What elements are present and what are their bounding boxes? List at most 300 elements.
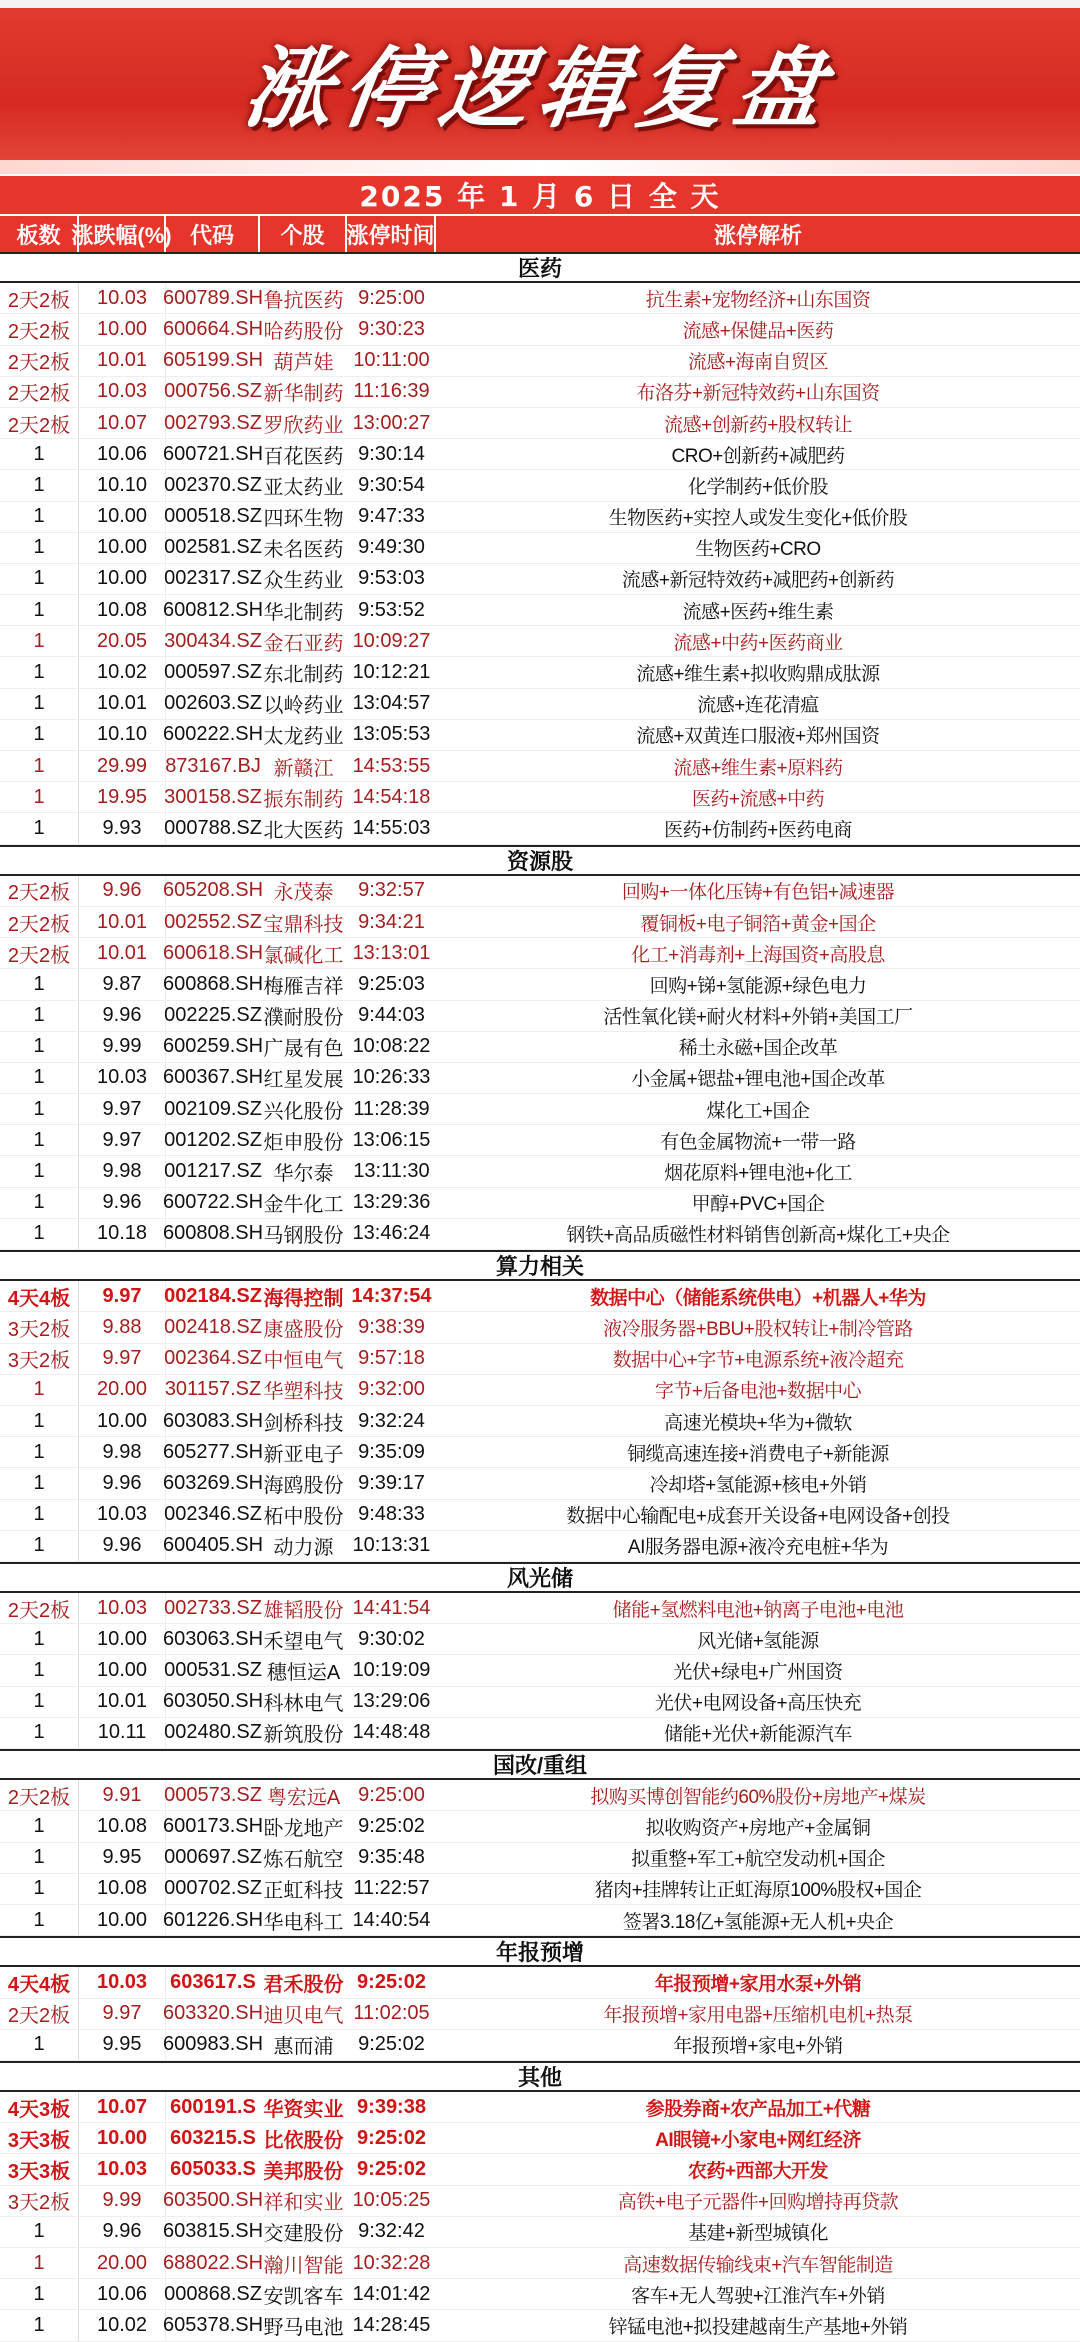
analysis-cell: 高速光模块+华为+微软 bbox=[664, 1412, 852, 1434]
code-cell: 000868.SZ bbox=[164, 2282, 262, 2305]
limit-time-cell: 14:54:18 bbox=[352, 785, 431, 808]
change-cell: 9.98 bbox=[79, 1437, 166, 1467]
stock-name-cell: 祥和实业 bbox=[263, 2192, 344, 2215]
boards-cell: 2天2板 bbox=[0, 1780, 79, 1810]
limit-time-cell: 11:16:39 bbox=[353, 380, 430, 403]
change-cell: 10.01 bbox=[79, 689, 166, 719]
code-cell: 600721.SH bbox=[162, 442, 264, 465]
boards-cell: 1 bbox=[0, 1655, 79, 1685]
code-cell: 002733.SZ bbox=[164, 1596, 262, 1619]
limit-time-cell: 9:25:02 bbox=[357, 1970, 426, 1993]
change-cell: 10.00 bbox=[79, 1655, 166, 1685]
change-cell: 10.00 bbox=[79, 1905, 166, 1935]
analysis-cell: 流感+海南自贸区 bbox=[687, 352, 829, 374]
table-row bbox=[0, 1624, 1080, 1655]
stock-name-cell: 以岭药业 bbox=[263, 695, 344, 718]
change-cell: 9.97 bbox=[79, 1094, 166, 1124]
change-cell: 10.10 bbox=[79, 470, 166, 500]
code-cell: 600664.SH bbox=[162, 317, 264, 340]
analysis-cell: 甲醇+PVC+国企 bbox=[691, 1194, 825, 1216]
stock-name-cell: 禾望电气 bbox=[263, 1630, 344, 1653]
stock-name-cell: 华北制药 bbox=[263, 601, 344, 624]
limit-time-cell: 9:44:03 bbox=[358, 1004, 425, 1027]
code-cell: 605199.SH bbox=[162, 349, 264, 372]
stock-name-cell: 兴化股份 bbox=[263, 1100, 344, 1123]
change-cell: 9.95 bbox=[79, 2030, 166, 2060]
boards-cell: 3天2板 bbox=[0, 1312, 79, 1342]
code-cell: 002346.SZ bbox=[164, 1503, 262, 1526]
boards-cell: 1 bbox=[0, 1500, 79, 1530]
change-cell: 9.96 bbox=[79, 2217, 166, 2247]
analysis-cell: 流感+连花清瘟 bbox=[697, 695, 819, 717]
code-cell: 000697.SZ bbox=[164, 1846, 262, 1869]
table-row bbox=[0, 2217, 1080, 2248]
table-row bbox=[0, 1375, 1080, 1406]
banner-title: 涨停逻辑复盘 bbox=[237, 37, 841, 140]
change-cell: 10.00 bbox=[79, 1406, 166, 1436]
stock-name-cell: 粤宏远A bbox=[266, 1786, 341, 1809]
boards-cell: 4天3板 bbox=[0, 2092, 79, 2122]
boards-cell: 1 bbox=[0, 1156, 79, 1186]
analysis-cell: AI眼镜+小家电+网红经济 bbox=[655, 2129, 861, 2151]
table-row bbox=[0, 346, 1080, 377]
change-cell: 9.95 bbox=[79, 1843, 166, 1873]
change-cell: 10.00 bbox=[79, 1624, 166, 1654]
limit-time-cell: 9:32:42 bbox=[358, 2220, 425, 2243]
boards-cell: 1 bbox=[0, 2217, 79, 2247]
column-header-code: 代码 bbox=[166, 216, 260, 252]
boards-cell: 1 bbox=[0, 782, 79, 812]
limit-time-cell: 9:25:00 bbox=[358, 1783, 425, 1806]
boards-cell: 1 bbox=[0, 1843, 79, 1873]
boards-cell: 1 bbox=[0, 720, 79, 750]
code-cell: 603215.S bbox=[170, 2126, 256, 2149]
analysis-cell: 有色金属物流+一带一路 bbox=[660, 1131, 856, 1153]
code-cell: 300158.SZ bbox=[164, 785, 262, 808]
limit-time-cell: 9:30:14 bbox=[358, 442, 425, 465]
change-cell: 10.03 bbox=[79, 2154, 166, 2184]
analysis-cell: 农药+西部大开发 bbox=[687, 2161, 829, 2183]
analysis-cell: 医药+流感+中药 bbox=[691, 788, 825, 810]
limit-time-cell: 14:01:42 bbox=[352, 2282, 431, 2305]
code-cell: 301157.SZ bbox=[164, 1378, 262, 1401]
limit-time-cell: 9:25:02 bbox=[358, 1814, 425, 1837]
boards-cell: 2天2板 bbox=[0, 1999, 79, 2029]
table-row bbox=[0, 1063, 1080, 1094]
boards-cell: 1 bbox=[0, 1905, 79, 1935]
code-cell: 873167.BJ bbox=[165, 754, 261, 777]
table-row bbox=[0, 1655, 1080, 1686]
limit-time-cell: 14:28:45 bbox=[352, 2313, 431, 2336]
stock-name-cell: 众生药业 bbox=[263, 570, 344, 593]
change-cell: 10.03 bbox=[79, 1500, 166, 1530]
stock-name-cell: 未名医药 bbox=[263, 539, 344, 562]
stock-name-cell: 太龙药业 bbox=[263, 726, 344, 749]
table-row bbox=[0, 470, 1080, 501]
limit-time-cell: 14:55:03 bbox=[352, 816, 431, 839]
code-cell: 000573.SZ bbox=[164, 1783, 262, 1806]
limit-time-cell: 9:35:48 bbox=[358, 1846, 425, 1869]
date-label: 2025 年 1 月 6 日 全 天 bbox=[0, 174, 1080, 214]
stock-name-cell: 炬申股份 bbox=[263, 1131, 344, 1154]
stock-name-cell: 哈药股份 bbox=[263, 320, 344, 343]
table-row bbox=[0, 1312, 1080, 1343]
table-row bbox=[0, 2030, 1080, 2061]
analysis-cell: 流感+保健品+医药 bbox=[682, 320, 834, 342]
boards-cell: 1 bbox=[0, 1125, 79, 1155]
stock-name-cell: 卧龙地产 bbox=[263, 1817, 344, 1840]
analysis-cell: 铜缆高速连接+消费电子+新能源 bbox=[627, 1443, 889, 1465]
boards-cell: 1 bbox=[0, 1188, 79, 1218]
stock-name-cell: 振东制药 bbox=[263, 788, 344, 811]
code-cell: 605277.SH bbox=[162, 1440, 264, 1463]
boards-cell: 1 bbox=[0, 1874, 79, 1904]
stock-name-cell: 华资实业 bbox=[263, 2098, 344, 2121]
boards-cell: 1 bbox=[0, 1811, 79, 1841]
analysis-cell: 拟购买博创智能约60%股份+房地产+煤炭 bbox=[590, 1786, 926, 1808]
change-cell: 10.06 bbox=[79, 2279, 166, 2309]
analysis-cell: 签署3.18亿+氢能源+无人机+央企 bbox=[622, 1911, 894, 1933]
analysis-cell: 储能+氢燃料电池+钠离子电池+电池 bbox=[612, 1599, 904, 1621]
stock-name-cell: 柘中股份 bbox=[263, 1506, 344, 1529]
table-row bbox=[0, 502, 1080, 533]
boards-cell: 1 bbox=[0, 1437, 79, 1467]
table-row bbox=[0, 876, 1080, 907]
code-cell: 001202.SZ bbox=[164, 1128, 262, 1151]
stock-name-cell: 新赣江 bbox=[273, 757, 334, 780]
analysis-cell: 高速数据传输线束+汽车智能制造 bbox=[623, 2254, 893, 2276]
analysis-cell: 数据中心（储能系统供电）+机器人+华为 bbox=[590, 1287, 926, 1309]
analysis-cell: 覆铜板+电子铜箔+黄金+国企 bbox=[640, 913, 876, 935]
stock-name-cell: 惠而浦 bbox=[273, 2036, 334, 2059]
limit-time-cell: 13:13:01 bbox=[352, 941, 431, 964]
boards-cell: 2天2板 bbox=[0, 346, 79, 376]
code-cell: 603617.S bbox=[170, 1970, 256, 1993]
stock-name-cell: 百花医药 bbox=[263, 445, 344, 468]
section-header: 算力相关 bbox=[0, 1250, 1080, 1281]
stock-name-cell: 野马电池 bbox=[263, 2316, 344, 2339]
limit-time-cell: 10:13:31 bbox=[352, 1534, 431, 1557]
code-cell: 600191.S bbox=[170, 2095, 256, 2118]
limit-time-cell: 9:25:02 bbox=[357, 2158, 426, 2181]
limit-time-cell: 9:25:02 bbox=[358, 2033, 425, 2056]
code-cell: 002225.SZ bbox=[164, 1004, 262, 1027]
analysis-cell: 年报预增+家电+外销 bbox=[673, 2036, 843, 2058]
stock-name-cell: 濮耐股份 bbox=[263, 1007, 344, 1030]
code-cell: 002370.SZ bbox=[164, 473, 262, 496]
change-cell: 10.18 bbox=[79, 1219, 166, 1249]
stock-name-cell: 马钢股份 bbox=[263, 1225, 344, 1248]
change-cell: 10.03 bbox=[79, 1593, 166, 1623]
analysis-cell: 字节+后备电池+数据中心 bbox=[654, 1381, 862, 1403]
change-cell: 19.95 bbox=[79, 782, 166, 812]
table-row bbox=[0, 1967, 1080, 1998]
code-cell: 002364.SZ bbox=[164, 1347, 262, 1370]
analysis-cell: 锌锰电池+拟投建越南生产基地+外销 bbox=[608, 2316, 908, 2338]
boards-cell: 1 bbox=[0, 2248, 79, 2278]
boards-cell: 1 bbox=[0, 1001, 79, 1031]
stock-name-cell: 正虹科技 bbox=[263, 1880, 344, 1903]
limit-time-cell: 13:04:57 bbox=[352, 692, 431, 715]
code-cell: 600367.SH bbox=[162, 1066, 264, 1089]
change-cell: 9.96 bbox=[79, 876, 166, 906]
column-header-analysis: 涨停解析 bbox=[713, 222, 802, 248]
analysis-cell: 抗生素+宠物经济+山东国资 bbox=[645, 289, 871, 311]
table-row bbox=[0, 1344, 1080, 1375]
change-cell: 10.10 bbox=[79, 720, 166, 750]
analysis-cell: 流感+新冠特效药+减肥药+创新药 bbox=[621, 570, 895, 592]
analysis-cell: 储能+光伏+新能源汽车 bbox=[664, 1724, 852, 1746]
boards-cell: 1 bbox=[0, 2030, 79, 2060]
boards-cell: 2天2板 bbox=[0, 408, 79, 438]
change-cell: 9.98 bbox=[79, 1156, 166, 1186]
table-row bbox=[0, 1125, 1080, 1156]
analysis-cell: 钢铁+高品质磁性材料销售创新高+煤化工+央企 bbox=[566, 1225, 950, 1247]
change-cell: 9.97 bbox=[79, 1125, 166, 1155]
code-cell: 002480.SZ bbox=[164, 1721, 262, 1744]
limit-time-cell: 14:48:48 bbox=[352, 1721, 431, 1744]
change-cell: 10.08 bbox=[79, 1811, 166, 1841]
table-row bbox=[0, 1468, 1080, 1499]
boards-cell: 2天2板 bbox=[0, 876, 79, 906]
analysis-cell: 猪肉+挂牌转让正虹海原100%股权+国企 bbox=[594, 1880, 922, 1902]
boards-cell: 1 bbox=[0, 2279, 79, 2309]
table-row bbox=[0, 595, 1080, 626]
boards-cell: 1 bbox=[0, 1531, 79, 1561]
boards-cell: 3天2板 bbox=[0, 1344, 79, 1374]
analysis-cell: 客车+无人驾驶+江淮汽车+外销 bbox=[631, 2285, 885, 2307]
analysis-cell: 数据中心+字节+电源系统+液冷超充 bbox=[612, 1350, 904, 1372]
stock-name-cell: 比依股份 bbox=[263, 2129, 344, 2152]
analysis-cell: 参股券商+农产品加工+代糖 bbox=[645, 2098, 871, 2120]
analysis-cell: 流感+创新药+股权转让 bbox=[664, 414, 852, 436]
table-row bbox=[0, 2123, 1080, 2154]
code-cell: 603500.SH bbox=[162, 2189, 264, 2212]
change-cell: 10.08 bbox=[79, 595, 166, 625]
analysis-cell: 小金属+锶盐+锂电池+国企改革 bbox=[631, 1069, 885, 1091]
limit-time-cell: 10:19:09 bbox=[352, 1659, 431, 1682]
stock-name-cell: 北大医药 bbox=[263, 819, 344, 842]
code-cell: 000531.SZ bbox=[164, 1659, 262, 1682]
code-cell: 600259.SH bbox=[162, 1035, 264, 1058]
table-row bbox=[0, 439, 1080, 470]
boards-cell: 4天4板 bbox=[0, 1281, 79, 1311]
code-cell: 600618.SH bbox=[162, 941, 264, 964]
stock-name-cell: 金牛化工 bbox=[263, 1194, 344, 1217]
code-cell: 002184.SZ bbox=[164, 1284, 262, 1307]
table-row bbox=[0, 1032, 1080, 1063]
change-cell: 10.02 bbox=[79, 657, 166, 687]
boards-cell: 1 bbox=[0, 813, 79, 843]
boards-cell: 1 bbox=[0, 1032, 79, 1062]
analysis-cell: 液冷服务器+BBU+股权转让+制冷管路 bbox=[603, 1318, 913, 1340]
change-cell: 10.11 bbox=[79, 1718, 166, 1748]
boards-cell: 1 bbox=[0, 969, 79, 999]
limit-time-cell: 13:29:06 bbox=[352, 1690, 431, 1713]
stock-name-cell: 四环生物 bbox=[263, 508, 344, 531]
code-cell: 002603.SZ bbox=[164, 692, 262, 715]
limit-time-cell: 11:22:57 bbox=[353, 1877, 430, 1900]
limit-time-cell: 9:25:00 bbox=[358, 286, 425, 309]
table-row bbox=[0, 938, 1080, 969]
limit-time-cell: 14:37:54 bbox=[351, 1284, 432, 1307]
analysis-cell: 光伏+电网设备+高压快充 bbox=[654, 1693, 862, 1715]
stock-name-cell: 雄韬股份 bbox=[263, 1599, 344, 1622]
table-row bbox=[0, 720, 1080, 751]
code-cell: 603320.SH bbox=[162, 2002, 264, 2025]
code-cell: 002317.SZ bbox=[164, 567, 262, 590]
table-row bbox=[0, 314, 1080, 345]
table-row bbox=[0, 1718, 1080, 1749]
analysis-cell: 生物医药+CRO bbox=[695, 539, 821, 561]
change-cell: 10.02 bbox=[79, 2310, 166, 2340]
code-cell: 000788.SZ bbox=[164, 816, 262, 839]
stock-name-cell: 氯碱化工 bbox=[263, 944, 344, 967]
section-header: 年报预增 bbox=[0, 1936, 1080, 1967]
boards-cell: 1 bbox=[0, 2310, 79, 2340]
boards-cell: 1 bbox=[0, 1687, 79, 1717]
boards-cell: 1 bbox=[0, 1063, 79, 1093]
analysis-cell: 拟重整+军工+航空发动机+国企 bbox=[631, 1849, 885, 1871]
stock-name-cell: 华塑科技 bbox=[263, 1381, 344, 1404]
boards-cell: 3天2板 bbox=[0, 2186, 79, 2216]
boards-cell: 1 bbox=[0, 689, 79, 719]
analysis-cell: AI服务器电源+液冷充电桩+华为 bbox=[627, 1537, 889, 1559]
limit-time-cell: 9:35:09 bbox=[358, 1440, 425, 1463]
column-header-time: 涨停时间 bbox=[347, 216, 436, 252]
code-cell: 300434.SZ bbox=[164, 629, 262, 652]
limit-time-cell: 9:57:18 bbox=[358, 1347, 425, 1370]
analysis-cell: 流感+医药+维生素 bbox=[682, 601, 834, 623]
analysis-cell: 活性氧化镁+耐火材料+外销+美国工厂 bbox=[603, 1007, 913, 1029]
limit-time-cell: 9:32:57 bbox=[358, 879, 425, 902]
section-header: 资源股 bbox=[0, 845, 1080, 876]
code-cell: 600808.SH bbox=[162, 1222, 264, 1245]
stock-name-cell: 迪贝电气 bbox=[263, 2005, 344, 2028]
section-header: 风光储 bbox=[0, 1562, 1080, 1593]
stock-name-cell: 剑桥科技 bbox=[263, 1412, 344, 1435]
analysis-cell: 冷却塔+氢能源+核电+外销 bbox=[649, 1474, 867, 1496]
change-cell: 9.88 bbox=[79, 1312, 166, 1342]
analysis-cell: 医药+仿制药+医药电商 bbox=[664, 819, 852, 841]
limit-time-cell: 9:53:52 bbox=[358, 598, 425, 621]
stock-name-cell: 金石亚药 bbox=[263, 632, 344, 655]
table-header bbox=[0, 214, 1080, 252]
change-cell: 10.03 bbox=[79, 283, 166, 313]
table-row bbox=[0, 2092, 1080, 2123]
table-row bbox=[0, 1500, 1080, 1531]
boards-cell: 1 bbox=[0, 1468, 79, 1498]
analysis-cell: 回购+一体化压铸+有色铝+减速器 bbox=[621, 882, 895, 904]
change-cell: 10.07 bbox=[79, 408, 166, 438]
analysis-cell: 光伏+绿电+广州国资 bbox=[673, 1662, 843, 1684]
stock-name-cell: 鲁抗医药 bbox=[263, 289, 344, 312]
code-cell: 603815.SH bbox=[162, 2220, 264, 2243]
change-cell: 10.00 bbox=[79, 2123, 166, 2153]
boards-cell: 3天3板 bbox=[0, 2123, 79, 2153]
stock-name-cell: 梅雁吉祥 bbox=[263, 975, 344, 998]
analysis-cell: 流感+双黄连口服液+郑州国资 bbox=[636, 726, 880, 748]
limit-time-cell: 10:08:22 bbox=[352, 1035, 431, 1058]
limit-time-cell: 10:26:33 bbox=[352, 1066, 431, 1089]
change-cell: 10.01 bbox=[79, 907, 166, 937]
limit-time-cell: 9:25:02 bbox=[357, 2126, 426, 2149]
table-row bbox=[0, 1999, 1080, 2030]
code-cell: 002581.SZ bbox=[164, 536, 262, 559]
analysis-cell: 生物医药+实控人或发生变化+低价股 bbox=[608, 508, 908, 530]
stock-name-cell: 安凯客车 bbox=[263, 2285, 344, 2308]
change-cell: 9.96 bbox=[79, 1188, 166, 1218]
analysis-cell: 烟花原料+锂电池+化工 bbox=[664, 1163, 852, 1185]
limit-time-cell: 9:47:33 bbox=[358, 505, 425, 528]
limit-time-cell: 9:53:03 bbox=[358, 567, 425, 590]
analysis-cell: 化学制药+低价股 bbox=[687, 476, 829, 498]
code-cell: 603050.SH bbox=[162, 1690, 264, 1713]
table-row bbox=[0, 283, 1080, 314]
limit-time-cell: 14:41:54 bbox=[352, 1596, 431, 1619]
code-cell: 000702.SZ bbox=[164, 1877, 262, 1900]
boards-cell: 2天2板 bbox=[0, 283, 79, 313]
limit-time-cell: 13:11:30 bbox=[353, 1160, 430, 1183]
change-cell: 20.00 bbox=[79, 1375, 166, 1405]
boards-cell: 1 bbox=[0, 502, 79, 532]
table-row bbox=[0, 2310, 1080, 2341]
table-row bbox=[0, 751, 1080, 782]
change-cell: 9.91 bbox=[79, 1780, 166, 1810]
change-cell: 9.99 bbox=[79, 1032, 166, 1062]
table-row bbox=[0, 564, 1080, 595]
table-row bbox=[0, 1281, 1080, 1312]
boards-cell: 2天2板 bbox=[0, 938, 79, 968]
table-row bbox=[0, 1874, 1080, 1905]
code-cell: 601226.SH bbox=[162, 1908, 264, 1931]
analysis-cell: 流感+维生素+原料药 bbox=[673, 757, 843, 779]
change-cell: 10.01 bbox=[79, 1687, 166, 1717]
stock-name-cell: 葫芦娃 bbox=[273, 352, 334, 375]
limit-time-cell: 13:29:36 bbox=[352, 1191, 431, 1214]
boards-cell: 1 bbox=[0, 533, 79, 563]
stock-name-cell: 美邦股份 bbox=[263, 2161, 344, 2184]
table-row bbox=[0, 1094, 1080, 1125]
code-cell: 603063.SH bbox=[162, 1627, 264, 1650]
code-cell: 605033.S bbox=[170, 2158, 256, 2181]
limit-time-cell: 13:46:24 bbox=[352, 1222, 431, 1245]
table-row bbox=[0, 1843, 1080, 1874]
limit-time-cell: 9:30:02 bbox=[358, 1627, 425, 1650]
change-cell: 10.00 bbox=[79, 502, 166, 532]
stock-name-cell: 华电科工 bbox=[263, 1911, 344, 1934]
limit-time-cell: 14:53:55 bbox=[352, 754, 431, 777]
boards-cell: 1 bbox=[0, 751, 79, 781]
limit-time-cell: 13:06:15 bbox=[352, 1128, 431, 1151]
limit-time-cell: 10:09:27 bbox=[352, 629, 431, 652]
section-header: 国改/重组 bbox=[0, 1749, 1080, 1780]
stock-name-cell: 罗欣药业 bbox=[263, 414, 344, 437]
boards-cell: 1 bbox=[0, 564, 79, 594]
change-cell: 10.06 bbox=[79, 439, 166, 469]
stock-name-cell: 海鸥股份 bbox=[263, 1474, 344, 1497]
change-cell: 9.96 bbox=[79, 1531, 166, 1561]
change-cell: 10.00 bbox=[79, 533, 166, 563]
table-row bbox=[0, 377, 1080, 408]
change-cell: 9.96 bbox=[79, 1468, 166, 1498]
limit-time-cell: 10:11:00 bbox=[353, 349, 430, 372]
limit-time-cell: 9:49:30 bbox=[358, 536, 425, 559]
analysis-cell: 流感+中药+医药商业 bbox=[673, 632, 843, 654]
stock-name-cell: 穗恒运A bbox=[266, 1662, 341, 1685]
change-cell: 9.93 bbox=[79, 813, 166, 843]
analysis-cell: 高铁+电子元器件+回购增持再贷款 bbox=[617, 2192, 899, 2214]
